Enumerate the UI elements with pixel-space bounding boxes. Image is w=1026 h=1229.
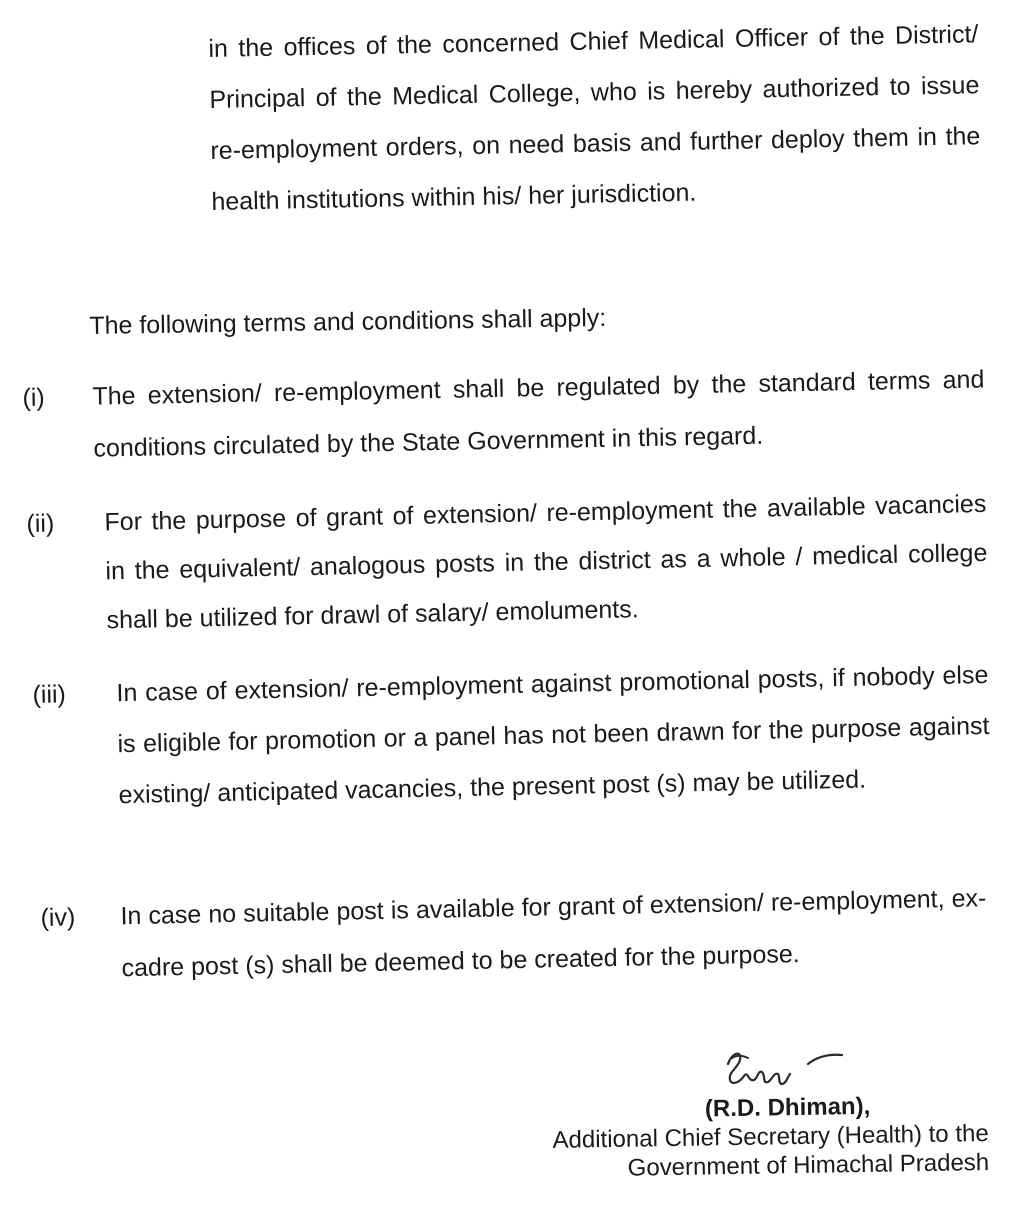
- condition-item: [22, 353, 987, 463]
- condition-text: In case no suitable post is available for grant of extension/ re-employment, ex-cadre post (s) shall be deemed to be created for the purpose.: [120, 884, 987, 983]
- condition-text: The extension/ re-employment shall be regulated by the standard terms and conditions circulated by the State Government in this regard.: [92, 365, 985, 463]
- handwritten-signature: [718, 1042, 848, 1098]
- condition-item: [40, 872, 990, 983]
- condition-item: [26, 480, 988, 635]
- condition-text: For the purpose of grant of extension/ re-employment the available vacancies in the equivalent/ analogous posts in the district as a whole / medical college shall be utilized for drawl of salary/ emoluments.: [104, 489, 988, 635]
- condition-item: [32, 650, 990, 810]
- signatory-name: (R.D. Dhiman),: [704, 1092, 871, 1123]
- signatory-block: [468, 1090, 989, 1185]
- intro-paragraph: in the offices of the concerned Chief Medical Officer of the District/ Principal of the Medical College, who is hereby authorized to issue re-employment orders, on need basis and further deploy them in the health institutions within his/ her jurisdiction.: [208, 20, 981, 216]
- condition-marker: (i): [22, 383, 45, 412]
- condition-marker: (iv): [40, 903, 76, 932]
- signatory-organization: Government of Himachal Pradesh: [627, 1148, 990, 1182]
- condition-marker: (ii): [26, 509, 55, 538]
- terms-lead-sentence: The following terms and conditions shall apply:: [89, 303, 607, 340]
- condition-marker: (iii): [32, 680, 67, 709]
- signatory-designation: Additional Chief Secretary (Health) to the: [552, 1119, 989, 1154]
- condition-text: In case of extension/ re-employment against promotional posts, if nobody else is eligible for promotion or a panel has not been drawn for the purpose against existing/ anticipated vacancies, the present post (s) may be utilized.: [116, 660, 990, 810]
